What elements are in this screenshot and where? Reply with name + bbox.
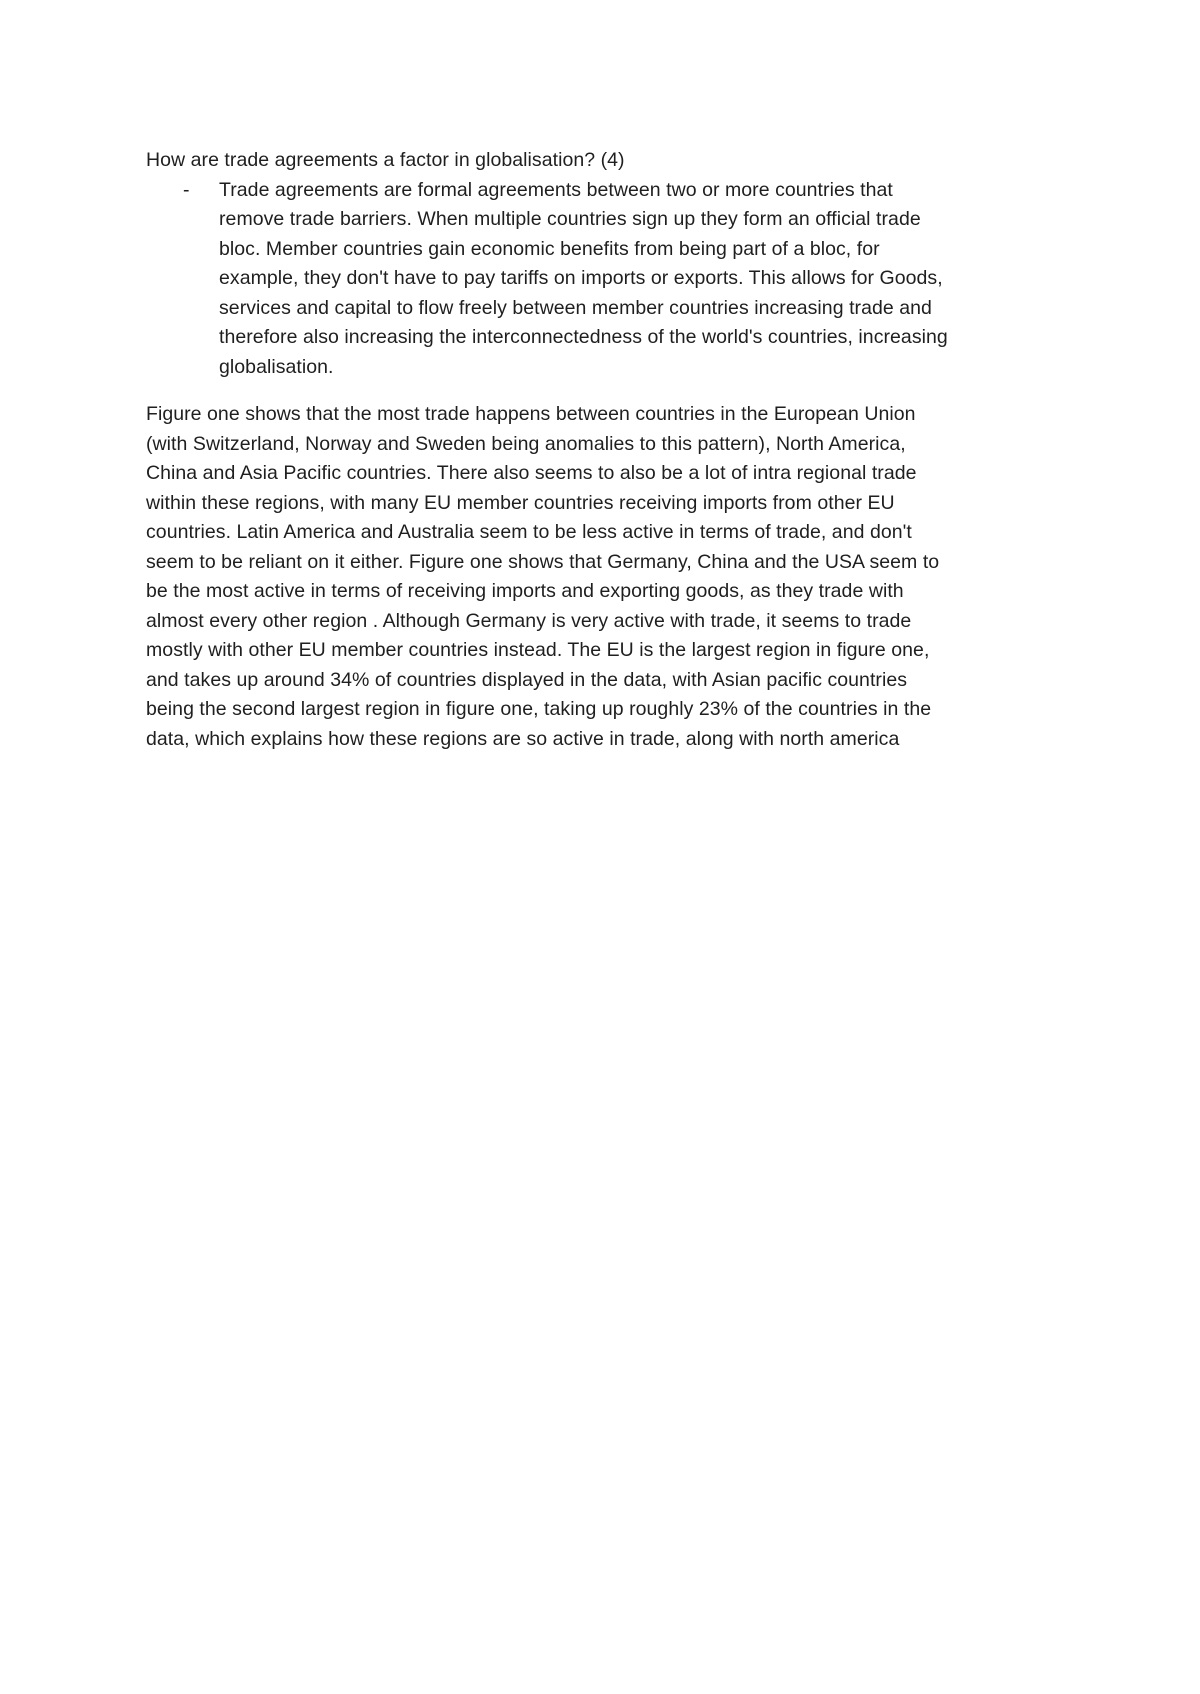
question-heading: How are trade agreements a factor in globalisation? (4) — [146, 149, 625, 171]
answer-line: therefore also increasing the interconnectedness of the world's countries, increasing — [219, 326, 948, 348]
bullet-dash: - — [183, 178, 190, 201]
answer-line: globalisation. — [219, 355, 334, 378]
paragraph-line: almost every other region . Although Germany is very active with trade, it seems to trade — [146, 609, 912, 632]
paragraph-line: China and Asia Pacific countries. There also seems to also be a lot of intra regional trade — [146, 462, 917, 484]
paragraph-line: within these regions, with many EU member countries receiving imports from other EU — [146, 491, 895, 514]
answer-line: bloc. Member countries gain economic benefits from being part of a bloc, for — [219, 237, 880, 260]
body-paragraph — [146, 400, 1066, 754]
answer-bullet-item — [146, 176, 1066, 383]
answer-line: remove trade barriers. When multiple countries sign up they form an official trade — [219, 208, 921, 230]
answer-list — [146, 176, 1066, 383]
paragraph-line: and takes up around 34% of countries displayed in the data, with Asian pacific countries — [146, 668, 908, 691]
paragraph-line: be the most active in terms of receiving imports and exporting goods, as they trade with — [146, 580, 904, 602]
paragraph-line: being the second largest region in figure one, taking up roughly 23% of the countries in the — [146, 698, 932, 720]
paragraph-line: mostly with other EU member countries instead. The EU is the largest region in figure one, — [146, 639, 930, 661]
paragraph-line: countries. Latin America and Australia seem to be less active in terms of trade, and don't — [146, 521, 912, 543]
answer-line: services and capital to flow freely between member countries increasing trade and — [219, 296, 932, 319]
answer-line: Trade agreements are formal agreements between two or more countries that — [219, 178, 893, 201]
paragraph-spacer — [146, 382, 1066, 400]
paragraph-line: seem to be reliant on it either. Figure one shows that Germany, China and the USA seem to — [146, 550, 940, 573]
answer-line: example, they don't have to pay tariffs on imports or exports. This allows for Goods, — [219, 267, 943, 289]
paragraph-line: (with Switzerland, Norway and Sweden being anomalies to this pattern), North America, — [146, 432, 906, 455]
paragraph-line: Figure one shows that the most trade happens between countries in the European Union — [146, 403, 916, 425]
document-body — [146, 146, 1066, 754]
paragraph-line: data, which explains how these regions are so active in trade, along with north america — [146, 727, 900, 750]
